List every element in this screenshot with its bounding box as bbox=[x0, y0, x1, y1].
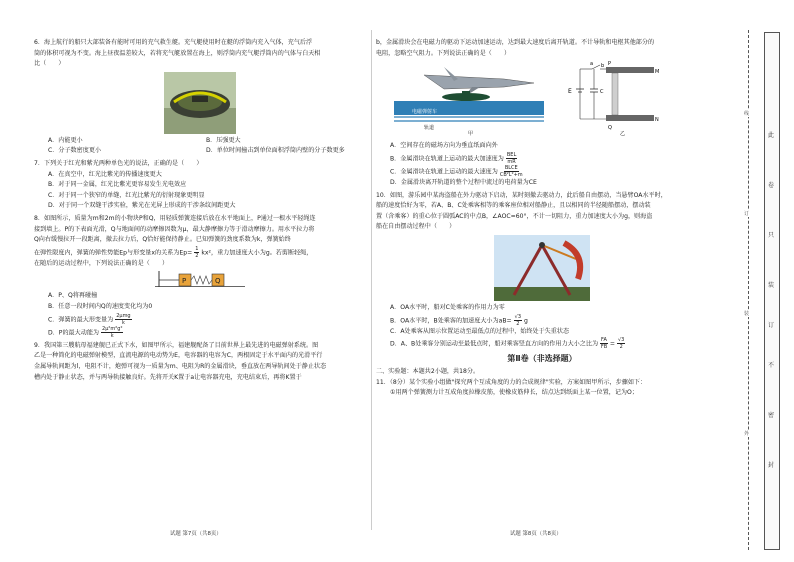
q8c-den: k bbox=[121, 319, 125, 326]
question-6 bbox=[34, 38, 366, 157]
strip-char-5: 订 bbox=[768, 322, 775, 329]
right-page-footer: 试题 第8页（共8页） bbox=[510, 531, 562, 537]
jet-catapult-figure bbox=[384, 61, 552, 139]
q-label: Q bbox=[608, 125, 612, 132]
q10d-den2: 2 bbox=[619, 344, 623, 351]
rail-circuit-figure bbox=[562, 61, 662, 139]
strip-char-4: 装 bbox=[768, 282, 775, 289]
q9-figures bbox=[384, 61, 708, 139]
strip-line-mark-4: 外 bbox=[744, 431, 750, 437]
q8d-num: 2μ²m²g² bbox=[102, 325, 123, 332]
q10b-num: √3 bbox=[514, 313, 522, 320]
c-label: C bbox=[600, 89, 604, 96]
q9c-den: CB²L²+m bbox=[499, 171, 523, 178]
q8-stem-3: Q向右缓慢拉开一段距离，撤去拉力后，Q恰好能保持静止。已知弹簧的劲度系数为k，弹簧始终 bbox=[34, 236, 291, 244]
strip-char-8: 封 bbox=[768, 462, 775, 469]
left-page-footer: 试题 第7页（共8页） bbox=[170, 531, 222, 537]
question-8 bbox=[34, 214, 366, 339]
n-label: N bbox=[655, 117, 659, 124]
raft-image bbox=[34, 72, 366, 134]
question-9 bbox=[34, 341, 366, 383]
a-label: a bbox=[590, 61, 594, 68]
q8-option-c: C．弹簧的最大形变量为 bbox=[48, 316, 114, 324]
b-label: b bbox=[601, 63, 605, 70]
q8-option-b: B．任意一段时间内Q的速度变化均为0 bbox=[48, 303, 153, 310]
pirate-ship-image bbox=[376, 235, 708, 301]
q7-stem: 7．下列关于红光和紫光两种单色光的说法，正确的是（ ） bbox=[34, 159, 203, 167]
q10d-den1: FB bbox=[600, 344, 608, 351]
q9-option-a: A．空间存在的磁场方向为垂直纸面向外 bbox=[390, 142, 498, 150]
q6-option-d: D．单位时间撞击到单位面积浮筒内壁的分子数更多 bbox=[206, 147, 345, 155]
strip-line-mark-1: 线 bbox=[744, 111, 750, 117]
part-2-heading: 二、实验题：本题共2小题，共18分。 bbox=[376, 367, 480, 375]
q10-option-c: C．A处乘客从图示位置运动至最低点的过程中，始终处于失重状态 bbox=[390, 327, 570, 335]
q8-stem-5: 在随后的运动过程中，下列说法正确的是（ ） bbox=[34, 259, 169, 267]
q6-option-a: A．内能更小 bbox=[48, 136, 83, 144]
q10d-num1: FA bbox=[601, 337, 607, 344]
q8-stem: 8．如图所示，质量为m和2m的小物块P和Q，用轻质弹簧连接后放在水平地面上，P通过一根水平轻绳连 bbox=[34, 214, 316, 222]
m-label: M bbox=[655, 69, 660, 76]
q8-stem-4b: kx²，重力加速度大小为g。若剪断轻绳， bbox=[201, 249, 313, 257]
q10-stem-4: 船在自由摆动过程中（ ） bbox=[376, 223, 456, 231]
q9-cont-1: b，金属滑块会在电磁力的驱动下运动加速运动，达到最大速度后离开轨道。不计导轨和电枢其他部分的 bbox=[376, 39, 655, 46]
inflatable-boat-photo bbox=[164, 72, 236, 134]
q8-stem-2: 接到墙上。P的下表面光滑，Q与地面间的动摩擦因数为μ，最大静摩擦力等于滑动摩擦力。用水平拉力将 bbox=[34, 225, 315, 233]
fig-yi-label: 乙 bbox=[620, 131, 626, 138]
q8-stem-4: 在弹性限度内，弹簧的弹性势能Ep与形变量x的关系为Ep= bbox=[34, 249, 193, 257]
q9-option-d: D．金属滑块离开轨道的整个过程中流过的电荷量为CE bbox=[390, 178, 537, 186]
q10-option-b: B．OA水平时，B处乘客的加速度大小为aB= bbox=[390, 317, 512, 325]
q9-cont-2: 电阻，忽略空气阻力。下列说法正确的是（ ） bbox=[376, 49, 511, 57]
block-q-label: Q bbox=[215, 277, 221, 286]
q10b-tail: g bbox=[524, 317, 528, 325]
q10-option-d: D．A、B处乘客分别运动至最低点时，船对乘客竖直方向的作用力大小之比为 bbox=[390, 340, 599, 348]
q9-stem: 9．我国第三艘航母福建舰已正式下水，如图甲所示，福建舰配备了目前世界上最先进的电磁弹射系统。图 bbox=[34, 341, 319, 349]
q10-stem-3: 置（含乘客）的重心位于圆弧AC的中点B，∠AOC=60°，不计一切阻力，重力加速度大小为g，则海盗 bbox=[376, 212, 653, 220]
e-label: E bbox=[568, 88, 572, 96]
strip-char-2: 卷 bbox=[768, 182, 775, 189]
q8-option-a: A．P、Q将再碰撞 bbox=[48, 292, 98, 300]
q9b-den: mR bbox=[507, 158, 516, 165]
strip-char-1: 此 bbox=[768, 132, 775, 139]
q6-option-c: C．分子数密度更小 bbox=[48, 147, 102, 155]
q8d-den: k bbox=[110, 332, 114, 339]
q10-stem-2: 船的速度恰好为零，若A、B、C处乘客相等的乘客座位相对船静止，且以相同的半径随船摆动，摆动装 bbox=[376, 202, 651, 210]
binding-box bbox=[764, 32, 780, 550]
q6-option-b: B．压强更大 bbox=[206, 136, 241, 144]
q11-stem: 11．（8分）某个实验小组做"探究两个互成角度的力的合成规律"实验，方案如图甲所示，步骤如下： bbox=[376, 378, 647, 386]
fig-jia-label: 甲 bbox=[468, 131, 474, 138]
q9-stem-3: 金属导轨间距为l，电阻不计，炮弹可视为一质量为m、电阻为R的金属滑块，垂直放在两导轨间处于静止状态 bbox=[34, 362, 327, 370]
q6-stem-2: 筒的体积可视为不变。海上昼夜温差较大，若将充气艇放置在海上，则浮筒内充气艇浮筒内的气体与白天相 bbox=[34, 49, 321, 57]
half-fraction: $\frac{1}{2}$ bbox=[195, 245, 199, 259]
q6-stem: 6．海上航行的船只大部装备有能时可用的充气救生艇。充气艇使用时在艇的浮筒内充入气体，充气后浮 bbox=[34, 39, 313, 46]
q10b-den: 2 bbox=[516, 320, 520, 327]
strip-char-7: 密 bbox=[768, 412, 775, 419]
q9-option-c: C．金属滑块在轨道上运动的最大速度为 bbox=[390, 168, 498, 176]
right-column bbox=[376, 38, 708, 399]
q9b-num: BEL bbox=[506, 151, 517, 158]
q7-option-a: A．在真空中，红光比紫光的传播速度更大 bbox=[48, 170, 162, 178]
q11-step-1: ①用两个弹簧测力计互成角度拉橡皮筋，使橡皮筋伸长，结点达到纸面上某一位置，记为O； bbox=[390, 389, 638, 397]
fig-track-label: 轨道 bbox=[424, 125, 435, 132]
q10d-num2: √3 bbox=[618, 337, 625, 344]
binding-dashed-line bbox=[748, 30, 749, 550]
spring-blocks-figure bbox=[34, 271, 366, 289]
q9c-num: BLCE bbox=[504, 164, 518, 171]
q7-option-d: D．对于同一个双缝干涉实验，紫光在光屏上形成的干涉条纹间距更大 bbox=[48, 202, 236, 210]
q10-stem: 10．如图，游乐园中某海盗船在外力驱动下启动，某时刻撤去驱动力，此后船自由摆动，当悬臂OA水平时， bbox=[376, 191, 667, 199]
block-p-label: P bbox=[182, 277, 187, 286]
q8-option-d: D．P的最大动能为 bbox=[48, 329, 100, 337]
section-2-title: 第Ⅱ卷（非选择题） bbox=[507, 354, 577, 364]
strip-line-mark-3: 装 bbox=[744, 311, 750, 317]
strip-line-mark-2: 订 bbox=[744, 211, 750, 217]
q8c-num: 2μmg bbox=[116, 312, 131, 319]
q10-option-a: A．OA水平时，船对C处乘客的作用力为零 bbox=[390, 303, 505, 311]
q9-stem-2: 乙是一种简化的电磁弹射模型，直流电源的电动势为E，电容器的电容为C，两根固定于水平面内的光滑平行 bbox=[34, 352, 323, 360]
question-7 bbox=[34, 159, 366, 212]
p-label: P bbox=[608, 61, 612, 68]
strip-char-3: 只 bbox=[768, 232, 775, 239]
strip-char-6: 不 bbox=[768, 362, 775, 369]
fig-cart-label: 电磁弹射车 bbox=[412, 109, 438, 116]
q7-option-b: B．对于同一金属，红光比紫光更容易发生光电效应 bbox=[48, 181, 187, 189]
q9-stem-4: 槽内处于静止状态，并与两导轨接触良好。先将开关K置于a让电容器充电，充电结束后，再将K置于 bbox=[34, 373, 302, 381]
column-divider bbox=[371, 30, 372, 530]
q9-option-b: B．金属滑块在轨道上运动的最大加速度为 bbox=[390, 155, 504, 163]
pirate-ship-photo bbox=[494, 235, 590, 301]
q7-option-c: C．对于同一个狭窄的单缝，红光比紫光的衍射现象更明显 bbox=[48, 191, 205, 199]
question-10: 10．如图，游乐园中某海盗船在外力驱动下启动，某时刻撤去驱动力，此后船自由摆动，当悬臂OA水平时， 船的速度恰好为零，若A、B、C处乘客相等的乘客座位相对船静止，且以相同的半径随船摆动，摆动装 置（含乘客）的重心位于圆弧AC的中点B，∠AOC=60°，不计一切阻力，重力加速度大小为g，则海盗 船在自由摆动过程中（ ） A．OA水平时，船对C处乘客的作用力为零 B．OA水平时，B处乘客的加速度大小为aB= $\frac{√3}{2}$ g C．A处乘客从图示位置运动至最低点的过程中，始终处于失重状态 D．A、B处乘客分别运动至最低点时，船对乘客竖直方向的作用力大小之比为 $\frac{FA}{FB}$ = $\frac{√3}{2}$ bbox=[376, 191, 708, 351]
left-column bbox=[34, 38, 366, 383]
q6-stem-3: 比（ ） bbox=[34, 60, 65, 68]
binding-strip bbox=[742, 10, 786, 550]
